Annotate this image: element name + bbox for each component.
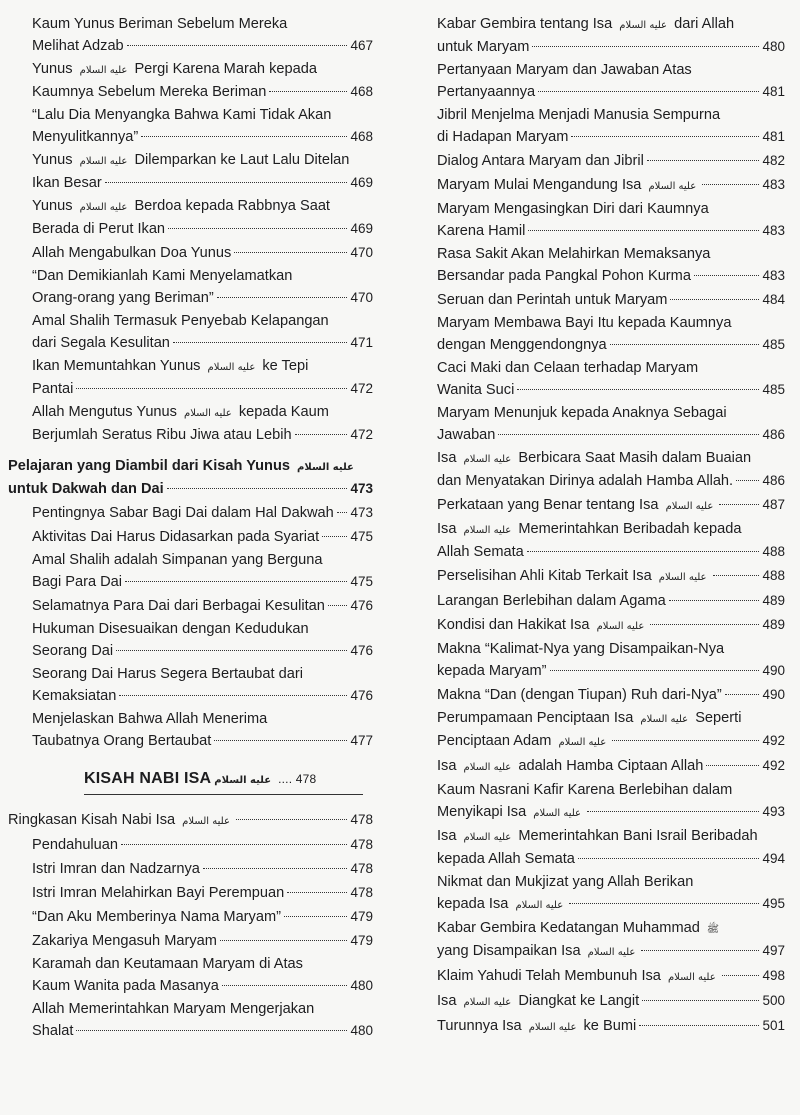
toc-entry-title: dari Segala Kesulitan bbox=[32, 335, 170, 351]
toc-entry-title-line: Ikan Memuntahkan Yunus عليه السلام ke Tepi bbox=[32, 356, 373, 378]
dot-leader bbox=[168, 228, 347, 229]
toc-entry-title: Menyikapi Isa عليه السلام bbox=[437, 802, 584, 824]
toc-page-number: 485 bbox=[762, 337, 785, 352]
toc-entry-title: Perkataan yang Benar tentang Isa عليه السلام bbox=[437, 495, 716, 517]
honorific-calligraphy-icon: عليه السلام bbox=[463, 997, 512, 1008]
toc-entry-title-line: Seorang Dai Harus Segera Bertaubat dari bbox=[32, 666, 303, 682]
honorific-calligraphy-icon: عليه السلام bbox=[182, 816, 230, 828]
toc-entry[interactable] bbox=[8, 930, 373, 952]
toc-page-number: 471 bbox=[350, 335, 373, 350]
toc-page-number: 479 bbox=[350, 933, 373, 949]
toc-entry-title-line: Makna “Kalimat-Nya yang Disampaikan-Nya bbox=[437, 641, 725, 657]
toc-entry-title-line: Maryam Menunjuk kepada Anaknya Sebagai bbox=[437, 405, 727, 421]
toc-entry[interactable] bbox=[8, 709, 373, 752]
dot-leader bbox=[550, 670, 760, 671]
toc-entry-title: Turunnya Isa عليه السلام ke Bumi bbox=[437, 1016, 636, 1038]
toc-page-number: 497 bbox=[762, 943, 785, 958]
honorific-calligraphy-icon: عليه السلام bbox=[665, 501, 714, 512]
dot-leader bbox=[217, 297, 348, 298]
toc-entry[interactable] bbox=[8, 906, 373, 928]
toc-entry[interactable] bbox=[8, 266, 373, 309]
toc-entry-title: di Hadapan Maryam bbox=[437, 129, 569, 145]
section-heading-title: KISAH NABI ISA bbox=[84, 770, 212, 787]
toc-entry-title: Menyulitkannya” bbox=[32, 129, 139, 145]
dot-leader bbox=[538, 91, 759, 92]
toc-page-number: 476 bbox=[350, 598, 373, 613]
toc-page-number: 469 bbox=[350, 221, 373, 236]
toc-entry[interactable] bbox=[8, 595, 373, 617]
toc-entry-title-line: Maryam Membawa Bayi Itu kepada Kaumnya bbox=[437, 315, 732, 331]
dot-leader bbox=[337, 512, 348, 513]
dot-leader bbox=[527, 551, 760, 552]
section-heading[interactable] bbox=[84, 770, 373, 788]
toc-entry[interactable] bbox=[8, 311, 373, 354]
toc-entry-title-line: Yunus عليه السلام Berdoa kepada Rabbnya Saat bbox=[32, 196, 373, 218]
toc-entry-title: kepada Allah Semata bbox=[437, 851, 575, 867]
toc-page-number: 478 bbox=[350, 837, 373, 853]
toc-entry[interactable] bbox=[437, 14, 785, 58]
toc-entry[interactable] bbox=[437, 60, 785, 103]
toc-entry-title: Larangan Berlebihan dalam Agama bbox=[437, 593, 666, 609]
toc-page-number: 489 bbox=[762, 593, 785, 608]
toc-page-number: 483 bbox=[762, 223, 785, 238]
toc-entry-title: Kondisi dan Hakikat Isa عليه السلام bbox=[437, 615, 647, 637]
toc-page-number: 479 bbox=[350, 909, 373, 925]
toc-entry-title-line: Rasa Sakit Akan Melahirkan Memaksanya bbox=[437, 246, 711, 262]
dot-leader bbox=[713, 575, 760, 576]
dot-leader bbox=[587, 811, 759, 812]
toc-entry-title: kepada Maryam” bbox=[437, 663, 547, 679]
toc-page-number: 467 bbox=[350, 38, 373, 53]
honorific-calligraphy-icon: عليه السلام bbox=[619, 20, 668, 31]
dot-leader bbox=[287, 892, 347, 893]
toc-entry-title: Kemaksiatan bbox=[32, 688, 117, 704]
toc-entry-title-line: Perumpamaan Penciptaan Isa عليه السلام Seperti bbox=[437, 708, 785, 730]
toc-entry[interactable] bbox=[437, 918, 785, 963]
dot-leader bbox=[532, 46, 759, 47]
toc-entry-title: Isa عليه السلام adalah Hamba Ciptaan Allah bbox=[437, 756, 703, 778]
dot-leader bbox=[694, 275, 760, 276]
toc-entry-title: Makna “Dan (dengan Tiupan) Ruh dari-Nya” bbox=[437, 687, 722, 703]
toc-entry[interactable] bbox=[437, 872, 785, 916]
toc-page-number: 468 bbox=[350, 84, 373, 99]
toc-entry[interactable] bbox=[437, 1015, 785, 1038]
toc-page-number: 475 bbox=[350, 529, 373, 544]
toc-entry-title-line: Maryam Mengasingkan Diri dari Kaumnya bbox=[437, 201, 709, 217]
toc-entry-title-line: Kaum Nasrani Kafir Karena Berlebihan dalam bbox=[437, 782, 733, 798]
dot-leader bbox=[642, 1000, 759, 1001]
toc-entry-title: Taubatnya Orang Bertaubat bbox=[32, 733, 212, 749]
toc-page-number: 470 bbox=[350, 245, 373, 260]
toc-page-number: 501 bbox=[762, 1018, 785, 1033]
dot-leader bbox=[269, 91, 347, 92]
toc-entry-title: Penciptaan Adam عليه السلام bbox=[437, 731, 609, 753]
dot-leader bbox=[612, 740, 759, 741]
dot-leader bbox=[736, 480, 759, 481]
toc-entry-title: Berjumlah Seratus Ribu Jiwa atau Lebih bbox=[32, 427, 292, 443]
dot-leader bbox=[517, 389, 759, 390]
toc-entry[interactable] bbox=[437, 755, 785, 778]
toc-page-number: 478 bbox=[350, 812, 373, 828]
toc-entry-title: Aktivitas Dai Harus Didasarkan pada Syariat bbox=[32, 529, 320, 545]
toc-page-number: 487 bbox=[762, 497, 785, 512]
toc-entry-title: untuk Maryam bbox=[437, 39, 530, 55]
toc-page-number: 482 bbox=[762, 153, 785, 168]
toc-entry-title-line: Karamah dan Keutamaan Maryam di Atas bbox=[32, 956, 303, 973]
toc-entry-title-line: Menjelaskan Bahwa Allah Menerima bbox=[32, 711, 268, 727]
toc-entry[interactable] bbox=[437, 150, 785, 172]
toc-entry[interactable] bbox=[437, 358, 785, 401]
toc-entry[interactable] bbox=[437, 199, 785, 242]
dot-leader bbox=[295, 434, 348, 435]
dot-leader bbox=[650, 624, 759, 625]
dot-leader bbox=[725, 694, 760, 695]
toc-right-column bbox=[437, 14, 785, 1040]
honorific-calligraphy-icon: عليه السلام bbox=[463, 454, 512, 465]
dot-leader bbox=[173, 342, 348, 343]
toc-entry-title-line: Amal Shalih Termasuk Penyebab Kelapangan bbox=[32, 313, 329, 329]
dot-leader bbox=[569, 903, 759, 904]
toc-entry-title: Seruan dan Perintah untuk Maryam bbox=[437, 292, 668, 308]
toc-entry[interactable] bbox=[8, 619, 373, 662]
dot-leader bbox=[76, 1030, 347, 1031]
toc-entry[interactable] bbox=[437, 105, 785, 148]
honorific-calligraphy-icon: عليه السلام bbox=[79, 202, 128, 213]
dot-leader bbox=[719, 504, 759, 505]
dot-leader bbox=[105, 182, 348, 183]
toc-page-number: 480 bbox=[762, 39, 785, 54]
toc-entry[interactable] bbox=[437, 448, 785, 492]
dot-leader bbox=[167, 488, 348, 489]
toc-entry-title: Seorang Dai bbox=[32, 643, 114, 659]
toc-page-number: 486 bbox=[762, 427, 785, 442]
honorific-calligraphy-icon: عليه السلام bbox=[528, 1022, 577, 1033]
toc-entry-title-line: Isa عليه السلام Berbicara Saat Masih dalam Buaian bbox=[437, 448, 785, 470]
toc-page-number: 480 bbox=[350, 978, 373, 994]
toc-page-number: 473 bbox=[350, 481, 373, 496]
toc-page-number: 489 bbox=[762, 617, 785, 632]
toc-entry-title: Allah Mengabulkan Doa Yunus bbox=[32, 245, 232, 261]
toc-entry-title: Selamatnya Para Dai dari Berbagai Kesulitan bbox=[32, 598, 325, 614]
toc-entry[interactable] bbox=[437, 494, 785, 517]
toc-entry[interactable] bbox=[8, 526, 373, 548]
dot-leader bbox=[328, 605, 348, 606]
toc-entry[interactable] bbox=[437, 708, 785, 753]
toc-page-number: 492 bbox=[762, 733, 785, 748]
toc-page-number: 481 bbox=[762, 129, 785, 144]
honorific-calligraphy-icon: عليه السلام bbox=[463, 525, 512, 536]
toc-entry-title-line: “Lalu Dia Menyangka Bahwa Kami Tidak Akan bbox=[32, 107, 332, 123]
honorific-calligraphy-icon: عليه السلام bbox=[463, 832, 512, 843]
dot-leader bbox=[234, 252, 347, 253]
toc-entry-title-line: Allah Mengutus Yunus عليه السلام kepada Kaum bbox=[32, 402, 373, 424]
dot-leader bbox=[284, 916, 347, 917]
toc-entry-title-line: Amal Shalih adalah Simpanan yang Berguna bbox=[32, 552, 323, 568]
toc-entry[interactable] bbox=[8, 242, 373, 264]
toc-entry-title: Berada di Perut Ikan bbox=[32, 221, 166, 237]
toc-entry-title: Bagi Para Dai bbox=[32, 574, 123, 590]
honorific-calligraphy-icon: عليه السلام bbox=[79, 156, 128, 167]
dot-leader bbox=[322, 536, 347, 537]
toc-entry[interactable] bbox=[8, 502, 373, 524]
toc-entry[interactable] bbox=[8, 834, 373, 856]
dot-leader bbox=[647, 160, 760, 161]
toc-entry-title: Kaumnya Sebelum Mereka Beriman bbox=[32, 84, 267, 100]
toc-page-number: 485 bbox=[762, 382, 785, 397]
toc-page-number: 495 bbox=[762, 896, 785, 911]
honorific-calligraphy-icon: عليه السلام bbox=[667, 972, 716, 983]
toc-entry-title: Ringkasan Kisah Nabi Isa عليه السلام bbox=[8, 810, 233, 832]
toc-entry[interactable] bbox=[437, 965, 785, 988]
honorific-calligraphy-icon: عليه السلام bbox=[533, 808, 582, 819]
honorific-calligraphy-icon: عليه السلام bbox=[658, 572, 707, 583]
honorific-calligraphy-icon: عليه السلام bbox=[515, 900, 564, 911]
toc-page-number: 477 bbox=[350, 733, 373, 748]
toc-page-number: 472 bbox=[350, 381, 373, 396]
toc-page-number: 490 bbox=[762, 687, 785, 702]
toc-entry-title-line: Jibril Menjelma Menjadi Manusia Sempurna bbox=[437, 107, 721, 123]
toc-entry[interactable] bbox=[8, 59, 373, 103]
toc-left-column bbox=[8, 14, 373, 1044]
toc-entry-title: Jawaban bbox=[437, 427, 496, 443]
toc-entry[interactable] bbox=[437, 519, 785, 563]
toc-entry-title-line: Hukuman Disesuaikan dengan Kedudukan bbox=[32, 621, 309, 637]
toc-entry-title: Isa عليه السلام Diangkat ke Langit bbox=[437, 991, 639, 1013]
toc-page-number: 481 bbox=[762, 84, 785, 99]
honorific-calligraphy-icon: عليه السلام bbox=[207, 362, 256, 373]
toc-entry-title: Istri Imran Melahirkan Bayi Perempuan bbox=[32, 885, 285, 902]
toc-entry[interactable] bbox=[437, 780, 785, 824]
toc-page-number: 473 bbox=[350, 505, 373, 520]
honorific-calligraphy-icon: عليه السلام bbox=[463, 762, 512, 773]
section-page-number: .... 478 bbox=[278, 772, 317, 786]
toc-entry-title: Karena Hamil bbox=[437, 223, 526, 239]
toc-page-number: 480 bbox=[350, 1023, 373, 1039]
dot-leader bbox=[125, 581, 347, 582]
toc-entry[interactable] bbox=[437, 313, 785, 356]
toc-entry-title: Bersandar pada Pangkal Pohon Kurma bbox=[437, 268, 691, 284]
toc-page-number: 494 bbox=[762, 851, 785, 866]
toc-entry[interactable] bbox=[437, 565, 785, 588]
toc-page-number: 493 bbox=[762, 804, 785, 819]
toc-entry-title-line: Pertanyaan Maryam dan Jawaban Atas bbox=[437, 62, 692, 78]
toc-entry-title: Maryam Mulai Mengandung Isa عليه السلام bbox=[437, 175, 699, 197]
toc-page-number: 470 bbox=[350, 290, 373, 305]
toc-entry-title: Kaum Wanita pada Masanya bbox=[32, 978, 219, 995]
toc-page-number: 478 bbox=[350, 861, 373, 877]
toc-entry-title: Shalat bbox=[32, 1023, 74, 1040]
toc-page-number: 488 bbox=[762, 544, 785, 559]
toc-entry-title: Pantai bbox=[32, 381, 74, 397]
toc-entry[interactable] bbox=[437, 174, 785, 197]
toc-entry[interactable] bbox=[8, 858, 373, 880]
toc-entry[interactable] bbox=[8, 999, 373, 1042]
toc-entry[interactable] bbox=[8, 402, 373, 446]
honorific-calligraphy-icon: عليه السلام bbox=[640, 714, 689, 725]
toc-entry[interactable] bbox=[8, 105, 373, 148]
toc-entry[interactable] bbox=[437, 826, 785, 870]
toc-entry-title-line: “Dan Demikianlah Kami Menyelamatkan bbox=[32, 268, 293, 284]
honorific-calligraphy-icon: عليه السلام bbox=[184, 408, 232, 419]
dot-leader bbox=[639, 1025, 759, 1026]
dot-leader bbox=[702, 184, 759, 185]
toc-entry-title: Pendahuluan bbox=[32, 837, 119, 854]
toc-entry-title-line: Yunus عليه السلام Pergi Karena Marah kepada bbox=[32, 59, 373, 81]
dot-leader bbox=[722, 975, 760, 976]
toc-page-number: 483 bbox=[762, 177, 785, 192]
dot-leader bbox=[670, 299, 759, 300]
toc-entry-title: dengan Menggendongnya bbox=[437, 337, 607, 353]
toc-entry-title: dan Menyatakan Dirinya adalah Hamba Allah. bbox=[437, 473, 734, 489]
toc-entry-title: Pentingnya Sabar Bagi Dai dalam Hal Dakwah bbox=[32, 505, 334, 521]
toc-entry-title-line: Caci Maki dan Celaan terhadap Maryam bbox=[437, 360, 699, 376]
toc-entry-title-line: Kabar Gembira tentang Isa عليه السلام dari Allah bbox=[437, 14, 785, 36]
toc-page-number: 475 bbox=[350, 574, 373, 589]
toc-entry[interactable] bbox=[8, 150, 373, 194]
dot-leader bbox=[571, 136, 759, 137]
dot-leader bbox=[528, 230, 759, 231]
toc-entry-title: Orang-orang yang Beriman” bbox=[32, 290, 214, 306]
toc-entry-title-line: Isa عليه السلام Memerintahkan Beribadah kepada bbox=[437, 519, 785, 541]
toc-entry[interactable] bbox=[437, 244, 785, 287]
dot-leader bbox=[498, 434, 759, 435]
toc-entry[interactable] bbox=[8, 550, 373, 593]
dot-leader bbox=[669, 600, 760, 601]
dot-leader bbox=[203, 868, 348, 869]
toc-entry-title: Perselisihan Ahli Kitab Terkait Isa عليه السلام bbox=[437, 566, 710, 588]
toc-page-number: 472 bbox=[350, 427, 373, 442]
toc-page-number: 488 bbox=[762, 568, 785, 583]
toc-entry[interactable] bbox=[8, 356, 373, 400]
toc-page-number: 478 bbox=[350, 885, 373, 901]
toc-entry-title: Dialog Antara Maryam dan Jibril bbox=[437, 153, 644, 169]
honorific-calligraphy-icon: عليه السلام bbox=[648, 181, 697, 192]
toc-page-number: 483 bbox=[762, 268, 785, 283]
toc-entry-title: Melihat Adzab bbox=[32, 38, 124, 54]
toc-page-number: 469 bbox=[350, 175, 373, 190]
toc-entry-title-line: Isa عليه السلام Memerintahkan Bani Israil Beribadah bbox=[437, 826, 785, 848]
dot-leader bbox=[222, 985, 348, 986]
dot-leader bbox=[116, 650, 347, 651]
toc-entry-title-line: Kaum Yunus Beriman Sebelum Mereka bbox=[32, 16, 288, 32]
honorific-calligraphy-icon: عليه السلام bbox=[79, 65, 128, 76]
toc-entry-title: Istri Imran dan Nadzarnya bbox=[32, 861, 200, 878]
honorific-calligraphy-icon: عليه السلام bbox=[558, 737, 607, 748]
toc-entry[interactable] bbox=[8, 664, 373, 707]
toc-entry[interactable] bbox=[437, 614, 785, 637]
toc-entry-title: Zakariya Mengasuh Maryam bbox=[32, 933, 217, 950]
honorific-calligraphy-icon: عليه السلام bbox=[214, 775, 272, 786]
dot-leader bbox=[236, 819, 348, 820]
toc-page-number: 476 bbox=[350, 643, 373, 658]
dot-leader bbox=[610, 344, 760, 345]
dot-leader bbox=[706, 765, 759, 766]
dot-leader bbox=[119, 695, 347, 696]
toc-entry-title: Allah Semata bbox=[437, 544, 524, 560]
toc-entry[interactable] bbox=[8, 809, 373, 832]
dot-leader bbox=[127, 45, 348, 46]
dot-leader bbox=[141, 136, 347, 137]
toc-entry-title-line: Allah Memerintahkan Maryam Mengerjakan bbox=[32, 1001, 315, 1018]
salawat-calligraphy-icon: ﷺ bbox=[706, 924, 719, 935]
toc-entry[interactable] bbox=[8, 954, 373, 997]
toc-page-number: 476 bbox=[350, 688, 373, 703]
toc-entry-title-line: Pelajaran yang Diambil dari Kisah Yunus عليه السلام bbox=[8, 456, 373, 478]
toc-entry[interactable] bbox=[8, 882, 373, 904]
toc-entry-title: “Dan Aku Memberinya Nama Maryam” bbox=[32, 909, 281, 926]
toc-entry-title: untuk Dakwah dan Dai bbox=[8, 481, 164, 497]
dot-leader bbox=[641, 950, 759, 951]
honorific-calligraphy-icon: عليه السلام bbox=[587, 947, 636, 958]
toc-entry[interactable] bbox=[437, 639, 785, 682]
dot-leader bbox=[76, 388, 347, 389]
section-divider bbox=[84, 794, 363, 795]
toc-entry[interactable] bbox=[437, 289, 785, 311]
toc-page-number: 490 bbox=[762, 663, 785, 678]
toc-page-number: 486 bbox=[762, 473, 785, 488]
toc-entry-title: Ikan Besar bbox=[32, 175, 102, 191]
toc-page-number: 484 bbox=[762, 292, 785, 307]
toc-entry-title: yang Disampaikan Isa عليه السلام bbox=[437, 941, 638, 963]
dot-leader bbox=[214, 740, 347, 741]
toc-entry-title: Wanita Suci bbox=[437, 382, 515, 398]
toc-entry-title: kepada Isa عليه السلام bbox=[437, 894, 566, 916]
toc-entry-title-line: Yunus عليه السلام Dilemparkan ke Laut Lalu Ditelan bbox=[32, 150, 373, 172]
toc-entry[interactable] bbox=[8, 14, 373, 57]
toc-entry-title-line: Kabar Gembira Kedatangan Muhammad ﷺ bbox=[437, 918, 785, 940]
toc-page-number: 498 bbox=[762, 968, 785, 983]
dot-leader bbox=[220, 940, 348, 941]
toc-entry[interactable] bbox=[437, 403, 785, 446]
toc-page-number: 468 bbox=[350, 129, 373, 144]
toc-entry-title: Klaim Yahudi Telah Membunuh Isa عليه السلام bbox=[437, 966, 719, 988]
toc-page-number: 492 bbox=[762, 758, 785, 773]
toc-entry[interactable] bbox=[437, 590, 785, 612]
dot-leader bbox=[121, 844, 347, 845]
honorific-calligraphy-icon: عليه السلام bbox=[596, 621, 645, 632]
toc-page-number: 500 bbox=[762, 993, 785, 1008]
toc-entry-title: Pertanyaannya bbox=[437, 84, 536, 100]
toc-entry[interactable] bbox=[8, 196, 373, 240]
toc-entry-title-line: Nikmat dan Mukjizat yang Allah Berikan bbox=[437, 874, 694, 890]
toc-entry[interactable] bbox=[437, 684, 785, 706]
honorific-calligraphy-icon: عليه السلام bbox=[297, 462, 354, 473]
toc-entry[interactable] bbox=[8, 456, 373, 500]
dot-leader bbox=[578, 858, 760, 859]
toc-entry[interactable] bbox=[437, 990, 785, 1013]
